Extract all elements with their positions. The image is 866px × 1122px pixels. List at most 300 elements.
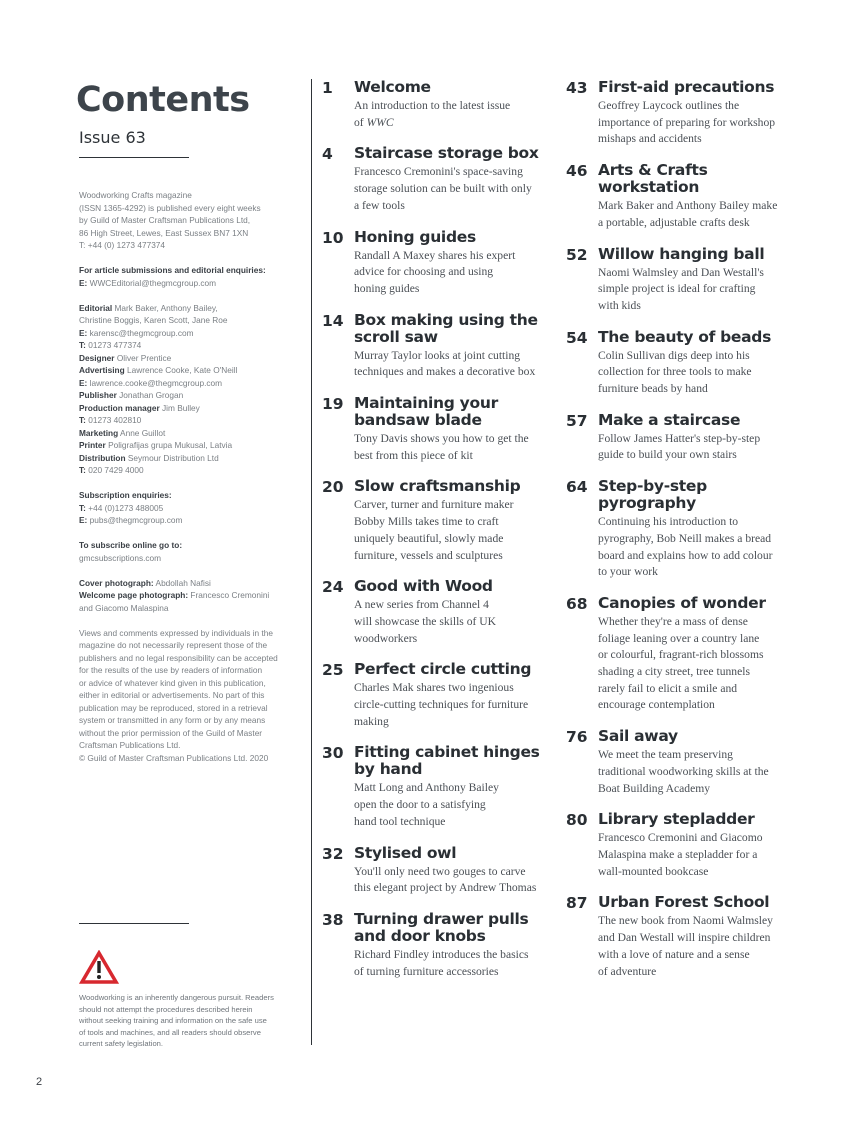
staff-label: Marketing [79,427,119,438]
entry-description [354,780,562,830]
description-text: mishaps and accidents [598,132,702,146]
page-number: 32 [322,844,344,863]
staff-label: T: [79,340,86,350]
page-number: 46 [566,162,588,181]
entry-title[interactable]: Make a staircase [598,410,741,429]
description-line [598,864,806,881]
magazine-name: WWC [366,115,394,129]
contents-entry[interactable] [566,162,806,231]
description-line [354,680,562,697]
description-text: wall-mounted bookcase [598,864,709,878]
disclaimer-line: or advice of whatever kind given in this publication, [79,677,266,688]
description-text: Follow James Hatter's step-by-step [598,431,761,445]
description-text: encourage contemplation [598,698,715,712]
warning-line: of tools and machines, and all readers should observe [79,1027,261,1037]
description-line [598,447,806,464]
masthead-line: by Guild of Master Craftsman Publications Ltd, [79,215,251,225]
description-line [598,614,806,631]
column-divider [311,79,312,1045]
staff-line [79,464,309,477]
description-text: Matt Long and Anthony Bailey [354,781,499,795]
page-number: 30 [322,744,344,763]
description-text: We meet the team preserving [598,748,733,762]
entry-body [598,79,806,148]
staff-label: E: [79,377,88,388]
cover-label: Cover photograph: [79,577,154,588]
staff-value: Jim Bulley [162,402,200,413]
staff-label: Designer [79,352,115,363]
entry-body [598,811,806,880]
entry-description [354,248,562,298]
entry-title[interactable]: Sail away [598,727,678,746]
entry-title[interactable]: Stylised owl [354,843,457,862]
description-text: Geoffrey Laycock outlines the [598,99,740,112]
description-text: Murray Taylor looks at joint cutting [354,348,521,362]
contents-entry[interactable] [566,728,806,797]
subscription-email: E: pubs@thegmcgroup.com [79,515,183,525]
description-text: Francesco Cremonini and Giacomo [598,831,763,845]
entry-body [354,661,562,730]
description-text: best from this piece of kit [354,448,473,462]
description-text: The new book from Naomi Walmsley [598,914,773,928]
entry-title[interactable]: Box making using the [354,310,538,329]
description-line [354,714,562,731]
description-text: guide to build your own stairs [598,448,737,462]
entry-title[interactable]: Slow craftsmanship [354,477,521,496]
staff-line [79,402,309,415]
issue-number: Issue 63 [79,128,146,147]
description-line [354,548,562,565]
entry-description [354,348,562,381]
description-text: open the door to a satisfying [354,798,486,812]
description-line [598,531,806,548]
entry-title[interactable]: by hand [354,760,423,779]
entry-description [598,265,806,315]
description-text: An introduction to the latest issue [354,99,511,112]
staff-label: E: [79,327,88,338]
description-line [354,814,562,831]
warning-line: without seeking training and information on the safe use [79,1016,267,1025]
description-text: traditional woodworking skills at the [598,764,769,778]
entry-title[interactable]: bandsaw blade [354,411,482,430]
entry-description [598,348,806,398]
description-line [354,115,562,132]
entry-body [354,845,562,897]
description-line [354,597,562,614]
staff-value[interactable]: karensc@thegmcgroup.com [89,327,194,338]
divider [79,923,189,924]
description-text: with a love of nature and a sense [598,947,750,961]
description-line [598,664,806,681]
masthead-line: T: +44 (0) 1273 477374 [79,240,166,250]
disclaimer-line: magazine do not necessarily represent those of the [79,640,268,650]
entry-body [354,312,562,381]
disclaimer-line: Craftsman Publications Ltd. [79,740,181,750]
staff-label: Distribution [79,452,126,463]
staff-value: Jonathan Grogan [119,390,184,400]
entry-body [354,744,562,830]
description-text: Francesco Cremonini's space-saving [354,165,523,179]
entry-body [598,412,806,464]
entry-title[interactable]: and door knobs [354,926,486,945]
staff-line [79,302,309,315]
description-line [598,364,806,381]
description-line [354,880,562,897]
entry-body [354,145,562,214]
contents-entry[interactable] [322,79,562,131]
description-line [354,264,562,281]
description-line [598,115,806,132]
contents-entry[interactable] [566,811,806,880]
description-line [598,348,806,365]
description-text: hand tool technique [354,814,446,828]
staff-line [79,327,309,340]
safety-warning [79,992,299,1050]
description-line [354,614,562,631]
contents-column-2 [566,79,806,994]
description-line [354,514,562,531]
description-text: with kids [598,298,641,312]
warning-line: current safety legislation. [79,1039,163,1048]
disclaimer-line: without the prior permission of the Guild of Master [79,727,263,738]
entry-title[interactable]: scroll saw [354,327,438,346]
entry-description [598,614,806,714]
description-text: of turning furniture accessories [354,964,499,978]
page-number: 4 [322,145,333,164]
description-line [354,431,562,448]
entry-description [354,597,562,647]
description-line [354,348,562,365]
description-line [598,697,806,714]
entry-description [354,164,562,214]
entry-description [354,431,562,464]
description-line [354,198,562,215]
submissions-label: For article submissions and editorial enquiries: [79,265,266,275]
staff-label: Advertising [79,365,125,375]
staff-line [79,352,309,365]
staff-value: Christine Boggis, Karen Scott, Jane Roe [79,315,228,325]
contents-entry[interactable] [566,246,806,315]
description-line [354,448,562,465]
description-text: Randall A Maxey shares his expert [354,248,516,262]
page-number: 10 [322,228,344,247]
description-text: Mark Baker and Anthony Bailey make [598,199,778,213]
page-number: 24 [322,578,344,597]
staff-line [79,314,309,327]
staff-line [79,389,309,402]
contents-entry[interactable] [566,79,806,148]
description-text: Bobby Mills takes time to craft [354,515,499,529]
submissions-email[interactable]: WWCEditorial@thegmcgroup.com [89,277,217,288]
contents-entry[interactable] [322,845,562,897]
entry-title[interactable]: Fitting cabinet hinges [354,743,540,762]
entry-body [598,728,806,797]
entry-title[interactable]: pyrography [598,494,696,513]
page-number: 52 [566,245,588,264]
description-line [354,364,562,381]
description-line [354,797,562,814]
staff-value: 01273 402810 [88,415,142,425]
description-line [598,131,806,148]
contents-entry[interactable] [322,395,562,464]
description-text: furniture, vessels and sculptures [354,548,503,562]
description-text: Whether they're a mass of dense [598,614,748,628]
cover-credit: Abdollah Nafisi [155,577,211,588]
warning-line: Woodworking is an inherently dangerous pursuit. Readers [79,993,274,1002]
description-line [354,248,562,265]
entry-body [598,595,806,714]
staff-label: Publisher [79,390,117,400]
description-line [354,281,562,298]
description-line [598,830,806,847]
entry-title[interactable]: Willow hanging ball [598,244,765,263]
entry-title[interactable]: Maintaining your [354,394,498,413]
entry-description [598,913,806,980]
disclaimer-line: either in editorial or advertisements. No part of this [79,690,265,700]
description-text: to your work [598,565,658,579]
entry-title[interactable]: Library stepladder [598,810,755,829]
description-text: pyrography, Bob Neill makes a bread [598,531,772,545]
page-number: 43 [566,79,588,97]
description-line [598,265,806,282]
entry-title[interactable]: Canopies of wonder [598,593,766,612]
entry-title[interactable]: Honing guides [354,227,476,246]
disclaimer-line: publication may be reproduced, stored in a retrieval [79,702,268,713]
welcome-label: Welcome page photograph: [79,590,189,600]
description-line [598,930,806,947]
contents-entry[interactable] [566,329,806,398]
staff-value: 020 7429 4000 [88,465,144,475]
entry-title[interactable]: The beauty of beads [598,327,772,346]
description-line [598,548,806,565]
contents-entry[interactable] [566,894,806,980]
description-text: Malaspina make a stepladder for a [598,847,758,861]
staff-value: Anne Guillot [120,427,166,438]
staff-line [79,414,309,427]
contents-entry[interactable] [566,412,806,464]
subscription-label: Subscription enquiries: [79,490,172,500]
contents-entry[interactable] [322,744,562,830]
staff-label: Editorial [79,302,113,313]
description-text: and Dan Westall will inspire children [598,931,771,945]
description-text: foliage leaning over a country lane [598,631,760,645]
description-text: of adventure [598,964,657,978]
page-number: 19 [322,395,344,414]
staff-label: T: [79,465,86,475]
description-text: furniture beads by hand [598,382,708,396]
staff-line [79,339,309,352]
entry-description [354,680,562,730]
disclaimer [79,627,309,752]
staff-value: Mark Baker, Anthony Bailey, [114,302,218,313]
entry-body [354,478,562,564]
entry-body [354,911,562,980]
page-number: 64 [566,478,588,497]
page-number: 57 [566,411,588,430]
staff-label: T: [79,415,86,425]
entry-body [354,395,562,464]
entry-title[interactable]: Turning drawer pulls [354,909,529,928]
entry-title[interactable]: Urban Forest School [598,893,770,912]
description-line [598,681,806,698]
entry-description [354,864,562,897]
page-number: 38 [322,910,344,929]
page-number: 76 [566,728,588,747]
entry-description [598,514,806,581]
description-line [598,514,806,531]
disclaimer-line: for the results of the use by readers of information [79,665,263,675]
description-text: Continuing his introduction to [598,515,739,529]
description-line [354,631,562,648]
staff-line [79,377,309,390]
staff-value: 01273 477374 [88,340,142,350]
entry-title[interactable]: Staircase storage box [354,144,539,163]
staff-value: Oliver Prentice [116,352,172,363]
description-line [354,181,562,198]
masthead-line: 86 High Street, Lewes, East Sussex BN7 1XN [79,227,249,238]
description-line [598,98,806,115]
description-text: shading a city street, tree tunnels [598,665,750,679]
description-line [354,531,562,548]
description-text: collection for three tools to make [598,365,752,379]
description-line [598,647,806,664]
page-number: 2 [36,1076,43,1088]
page-number: 1 [322,79,333,97]
description-line [598,431,806,448]
description-text: board and explains how to add colour [598,548,773,562]
entry-description [354,497,562,564]
description-text: advice for choosing and using [354,265,494,279]
description-text: Naomi Walmsley and Dan Westall's [598,265,764,279]
entry-body [598,478,806,581]
contents-entry[interactable] [322,312,562,381]
description-line [354,697,562,714]
description-text: or colourful, fragrant-rich blossoms [598,648,764,662]
staff-value[interactable]: lawrence.cooke@thegmcgroup.com [89,377,223,388]
entry-title[interactable]: Perfect circle cutting [354,660,532,679]
entry-title[interactable]: Step-by-step [598,477,707,496]
staff-label: Printer [79,440,106,450]
disclaimer-line: system or transmitted in any form or by any means [79,715,266,725]
description-text: simple project is ideal for crafting [598,282,756,296]
description-text: a portable, adjustable crafts desk [598,215,750,229]
description-line [598,564,806,581]
entry-description [598,431,806,464]
staff-value: Lawrence Cooke, Kate O'Neill [126,365,238,375]
masthead-line: (ISSN 1365-4292) is published every eight weeks [79,202,261,213]
entry-title[interactable]: Arts & Crafts [598,161,708,180]
description-text: circle-cutting techniques for furniture [354,698,529,712]
description-text: Boat Building Academy [598,781,711,795]
contents-entry[interactable] [322,145,562,214]
description-line [354,864,562,881]
description-text: a few tools [354,198,405,212]
entry-title[interactable]: Good with Wood [354,577,493,596]
page-title: Contents [76,80,250,120]
description-text: woodworkers [354,631,418,645]
subscription-url[interactable]: gmcsubscriptions.com [79,552,162,563]
description-text: Colin Sullivan digs deep into his [598,348,750,362]
description-line [598,631,806,648]
contents-entry[interactable] [566,478,806,581]
description-text: importance of preparing for workshop [598,115,776,129]
email-label: E: [79,277,88,288]
welcome-credit-cont: and Giacomo Malaspina [79,602,169,613]
subscription-phone: T: +44 (0)1273 488005 [79,502,164,513]
entry-description [354,947,562,980]
entry-body [354,229,562,298]
description-line [598,381,806,398]
disclaimer-line: publishers and no legal responsibility can be accepted [79,652,278,663]
staff-line [79,452,309,465]
online-label: To subscribe online go to: [79,540,183,550]
contents-entry[interactable] [566,595,806,714]
entry-body [354,79,562,131]
page-number: 25 [322,661,344,680]
warning-line: should not attempt the procedures described herein [79,1004,253,1014]
description-text: will showcase the skills of UK [354,614,497,628]
page-number: 80 [566,811,588,830]
entry-description [598,98,806,148]
page-number: 87 [566,894,588,913]
page-number: 54 [566,328,588,347]
description-line [354,164,562,181]
description-line [598,964,806,981]
description-text: Charles Mak shares two ingenious [354,681,514,695]
description-line [598,747,806,764]
staff-line [79,427,309,440]
entry-title[interactable]: Welcome [354,78,431,96]
disclaimer-line: Views and comments expressed by individuals in the [79,627,274,638]
description-text: You'll only need two gouges to carve [354,864,526,878]
entry-body [598,894,806,980]
contents-entry[interactable] [322,911,562,980]
entry-title[interactable]: workstation [598,178,700,197]
contents-entry[interactable] [322,578,562,647]
warning-triangle-icon [79,950,119,989]
entry-title[interactable]: First-aid precautions [598,78,775,96]
entry-body [598,246,806,315]
description-line [354,964,562,981]
staff-label: Production manager [79,402,160,413]
contents-entry[interactable] [322,661,562,730]
staff-value: Seymour Distribution Ltd [127,452,219,463]
description-text: honing guides [354,281,420,295]
description-line [598,198,806,215]
description-line [598,781,806,798]
copyright: © Guild of Master Craftsman Publications Ltd. 2020 [79,752,269,763]
description-text: making [354,714,389,728]
staff-line [79,364,309,377]
entry-description [354,98,562,131]
description-text: A new series from Channel 4 [354,598,489,612]
masthead-line: Woodworking Crafts magazine [79,190,192,200]
description-text: Carver, turner and furniture maker [354,498,514,512]
entry-description [598,198,806,231]
welcome-credit: Francesco Cremonini [190,590,270,600]
description-line [598,913,806,930]
description-text: techniques and makes a decorative box [354,365,536,379]
description-text: of [354,115,367,129]
entry-body [598,329,806,398]
contents-entry[interactable] [322,478,562,564]
entry-description [598,830,806,880]
page-number: 14 [322,311,344,330]
contents-entry[interactable] [322,229,562,298]
description-text: Richard Findley introduces the basics [354,947,529,961]
description-text: uniquely beautiful, slowly made [354,531,504,545]
description-line [354,947,562,964]
